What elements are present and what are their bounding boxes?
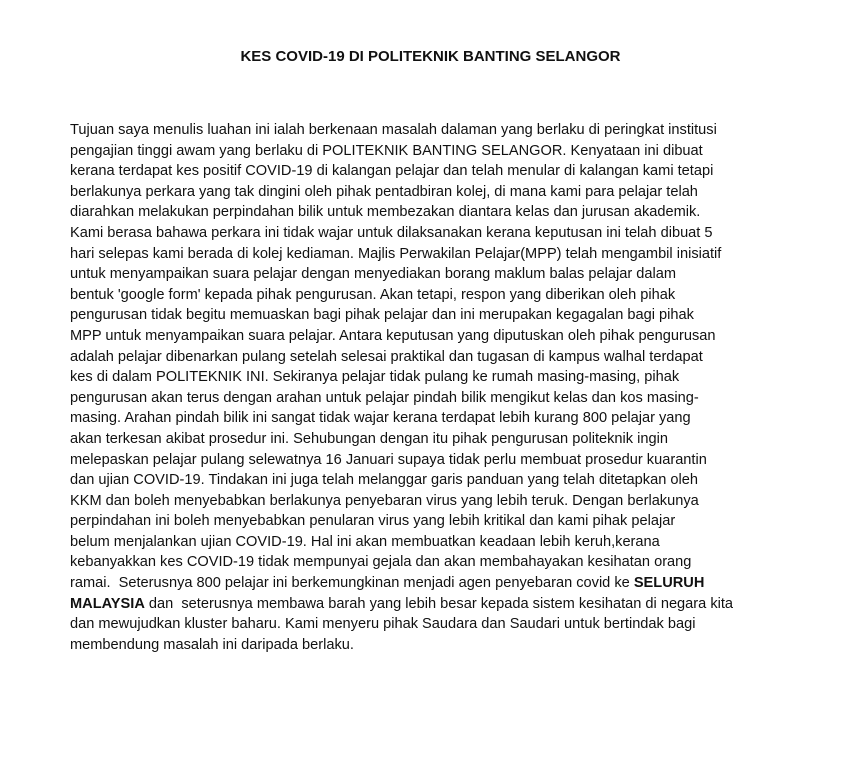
- body-line: [70, 264, 790, 285]
- body-line: [70, 305, 790, 326]
- line-text: perpindahan ini boleh menyebabkan penularan virus yang lebih kritikal dan kami pihak pelajar: [70, 513, 676, 530]
- line-text: pengurusan tidak begitu memuaskan bagi pihak pelajar dan ini merupakan kegagalan bagi pihak: [70, 307, 694, 324]
- line-text: membendung masalah ini daripada berlaku.: [70, 636, 354, 653]
- line-text: berlakunya perkara yang tak dingini oleh pihak pentadbiran kolej, di mana kami para pelajar telah: [70, 183, 698, 200]
- document-title: KES COVID-19 DI POLITEKNIK BANTING SELANGOR: [240, 48, 621, 65]
- body-line: [70, 223, 790, 244]
- body-line: [70, 450, 790, 471]
- line-text: hari selepas kami berada di kolej kediaman. Majlis Perwakilan Pelajar(MPP) telah mengambil inisiatif: [70, 245, 722, 262]
- body-line: [70, 244, 790, 265]
- body-line: [70, 388, 790, 409]
- line-text: ramai. Seterusnya 800 pelajar ini berkemungkinan menjadi agen penyebaran covid ke: [70, 575, 634, 592]
- line-text: kebanyakkan kes COVID-19 tidak mempunyai gejala dan akan membahayakan kesihatan orang: [70, 554, 692, 571]
- line-text: untuk menyampaikan suara pelajar dengan menyediakan borang maklum balas pelajar dalam: [70, 266, 677, 283]
- body-line: [70, 429, 790, 450]
- line-text: pengurusan akan terus dengan arahan untuk pelajar pindah bilik mengikut kelas dan kos masing-: [70, 389, 699, 406]
- emphasis-text: SELURUH: [633, 575, 705, 592]
- document-body: [70, 120, 790, 655]
- line-text: pengajian tinggi awam yang berlaku di POLITEKNIK BANTING SELANGOR. Kenyataan ini dibuat: [70, 142, 703, 159]
- line-text: kerana terdapat kes positif COVID-19 di kalangan pelajar dan telah menular di kalangan kami tetapi: [70, 163, 714, 180]
- body-line: [70, 202, 790, 223]
- body-line: [70, 182, 790, 203]
- body-line: [70, 491, 790, 512]
- body-line: [70, 470, 790, 491]
- body-line: [70, 285, 790, 306]
- body-line: [70, 326, 790, 347]
- line-text: MPP untuk menyampaikan suara pelajar. Antara keputusan yang diputuskan oleh pihak pengurusan: [70, 327, 716, 344]
- line-text: masing. Arahan pindah bilik ini sangat tidak wajar kerana terdapat lebih kurang 800 pelajar yang: [70, 410, 691, 427]
- line-text: belum menjalankan ujian COVID-19. Hal ini akan membuatkan keadaan lebih keruh,kerana: [70, 533, 660, 550]
- body-line: [70, 141, 790, 162]
- emphasis-text: MALAYSIA: [70, 595, 145, 612]
- line-text: dan ujian COVID-19. Tindakan ini juga telah melanggar garis panduan yang telah ditetapkan oleh: [70, 472, 698, 489]
- body-line: [70, 594, 790, 615]
- body-line: [70, 552, 790, 573]
- line-text: KKM dan boleh menyebabkan berlakunya penyebaran virus yang lebih teruk. Dengan berlakunya: [70, 492, 699, 509]
- line-text: kes di dalam POLITEKNIK INI. Sekiranya pelajar tidak pulang ke rumah masing-masing, pihak: [70, 369, 680, 386]
- body-line: [70, 120, 790, 141]
- line-text: Kami berasa bahawa perkara ini tidak wajar untuk dilaksanakan kerana keputusan ini telah dibuat 5: [70, 224, 713, 241]
- line-text: diarahkan melakukan perpindahan bilik untuk membezakan diantara kelas dan jurusan akademik.: [70, 204, 701, 221]
- line-text: akan terkesan akibat prosedur ini. Sehubungan dengan itu pihak pengurusan politeknik ingin: [70, 430, 668, 447]
- body-line: [70, 532, 790, 553]
- body-line: [70, 161, 790, 182]
- line-text: Tujuan saya menulis luahan ini ialah berkenaan masalah dalaman yang berlaku di peringkat institusi: [70, 122, 717, 138]
- line-text: dan mewujudkan kluster baharu. Kami menyeru pihak Saudara dan Saudari untuk bertindak bagi: [70, 616, 696, 633]
- line-text: bentuk 'google form' kepada pihak pengurusan. Akan tetapi, respon yang diberikan oleh pihak: [70, 286, 676, 303]
- body-line: [70, 367, 790, 388]
- body-line: [70, 614, 790, 635]
- body-line: [70, 511, 790, 532]
- line-text: adalah pelajar dibenarkan pulang setelah selesai praktikal dan tugasan di kampus walhal terdapat: [70, 348, 703, 365]
- body-line: [70, 408, 790, 429]
- body-line: [70, 347, 790, 368]
- body-line: [70, 635, 790, 656]
- line-text: melepaskan pelajar pulang selewatnya 16 Januari supaya tidak perlu membuat prosedur kuarantin: [70, 451, 707, 468]
- line-text: dan seterusnya membawa barah yang lebih besar kepada sistem kesihatan di negara kita: [144, 595, 734, 612]
- body-line: [70, 573, 790, 594]
